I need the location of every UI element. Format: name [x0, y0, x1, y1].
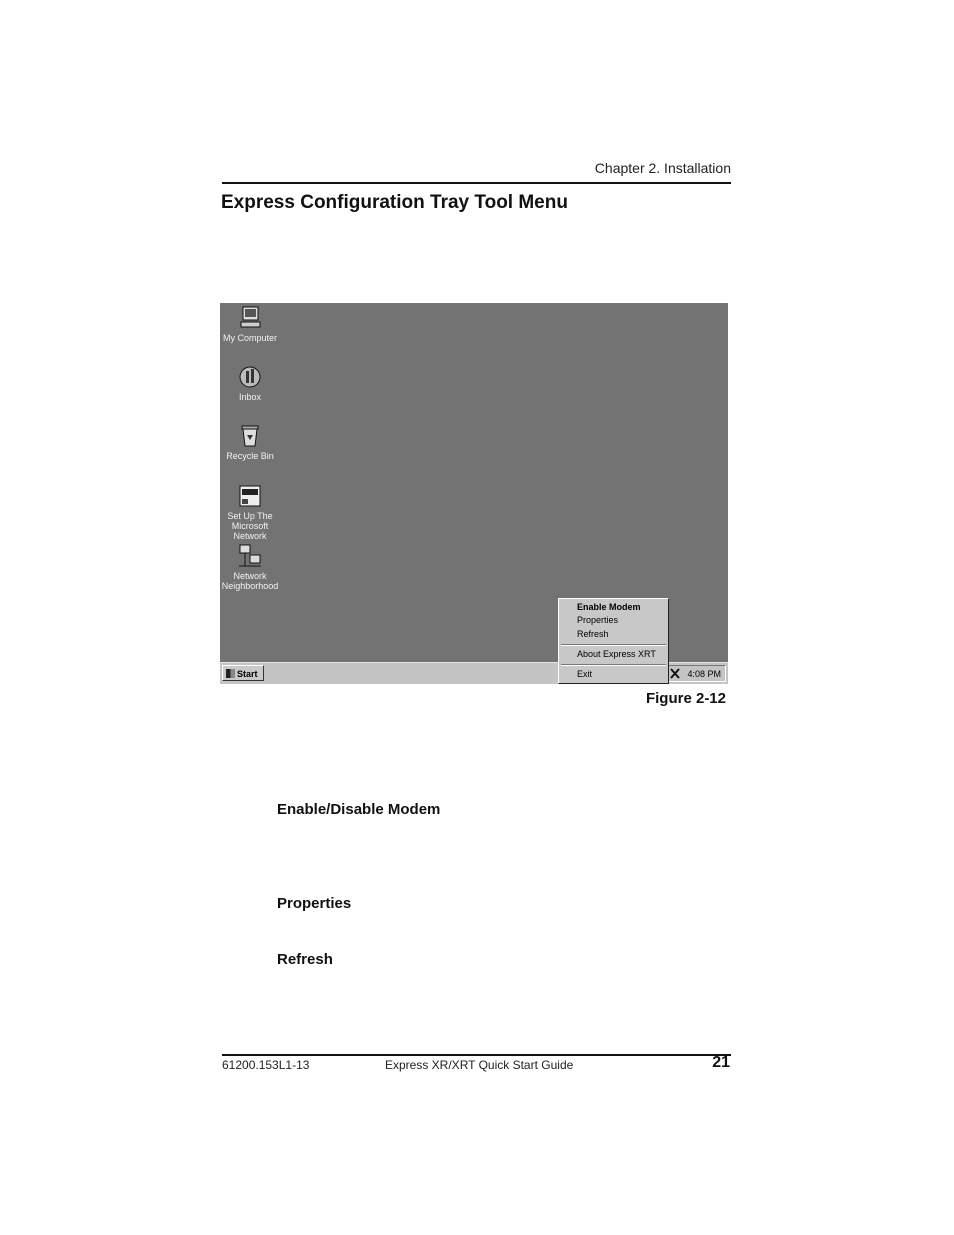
doc-number: 61200.153L1-13 — [222, 1058, 310, 1072]
clock: 4:08 PM — [687, 669, 721, 679]
desktop-icon-label: My Computer — [222, 333, 277, 343]
desktop-icon-label: Recycle Bin — [226, 451, 274, 461]
msn-icon — [237, 483, 263, 509]
header-rule — [222, 182, 731, 184]
windows-logo-icon — [226, 669, 235, 678]
menu-item-exit[interactable]: Exit — [577, 669, 593, 679]
menu-item-refresh[interactable]: Refresh — [577, 629, 609, 639]
computer-icon — [237, 305, 263, 331]
inbox-icon — [237, 364, 263, 390]
chapter-header: Chapter 2. Installation — [594, 160, 731, 176]
subheading-refresh: Refresh — [277, 951, 333, 968]
menu-item-enable-modem[interactable]: Enable Modem — [577, 602, 641, 612]
desktop-icon-my-computer[interactable] — [220, 305, 281, 343]
desktop-icon-inbox[interactable] — [220, 364, 281, 402]
figure-caption: Figure 2-12 — [645, 690, 726, 707]
desktop-screenshot — [220, 303, 728, 684]
section-title: Express Configuration Tray Tool Menu — [221, 192, 568, 213]
guide-title: Express XR/XRT Quick Start Guide — [385, 1058, 574, 1072]
start-button[interactable] — [222, 665, 264, 681]
desktop-icon-recycle-bin[interactable] — [220, 423, 281, 461]
menu-item-about[interactable]: About Express XRT — [577, 649, 656, 659]
desktop-icon-msn[interactable] — [220, 483, 281, 541]
footer-rule — [222, 1054, 731, 1056]
subheading-enable-disable-modem: Enable/Disable Modem — [277, 801, 441, 818]
subheading-properties: Properties — [277, 895, 352, 912]
desktop-icon-label: Network Neighborhood — [221, 571, 279, 591]
tray-context-menu — [558, 598, 669, 684]
network-icon — [237, 543, 263, 569]
desktop-icon-network[interactable] — [220, 543, 281, 591]
menu-separator — [561, 664, 666, 666]
desktop-icon-label: Inbox — [238, 392, 262, 402]
menu-separator — [561, 644, 666, 646]
page-number: 21 — [712, 1054, 730, 1071]
tray-tool-icon[interactable] — [670, 668, 680, 679]
system-tray — [666, 665, 726, 682]
desktop-icon-label: Set Up The Microsoft Network — [227, 511, 273, 541]
recycle-bin-icon — [237, 423, 263, 449]
start-label: Start — [237, 669, 258, 679]
menu-item-properties[interactable]: Properties — [577, 615, 619, 625]
